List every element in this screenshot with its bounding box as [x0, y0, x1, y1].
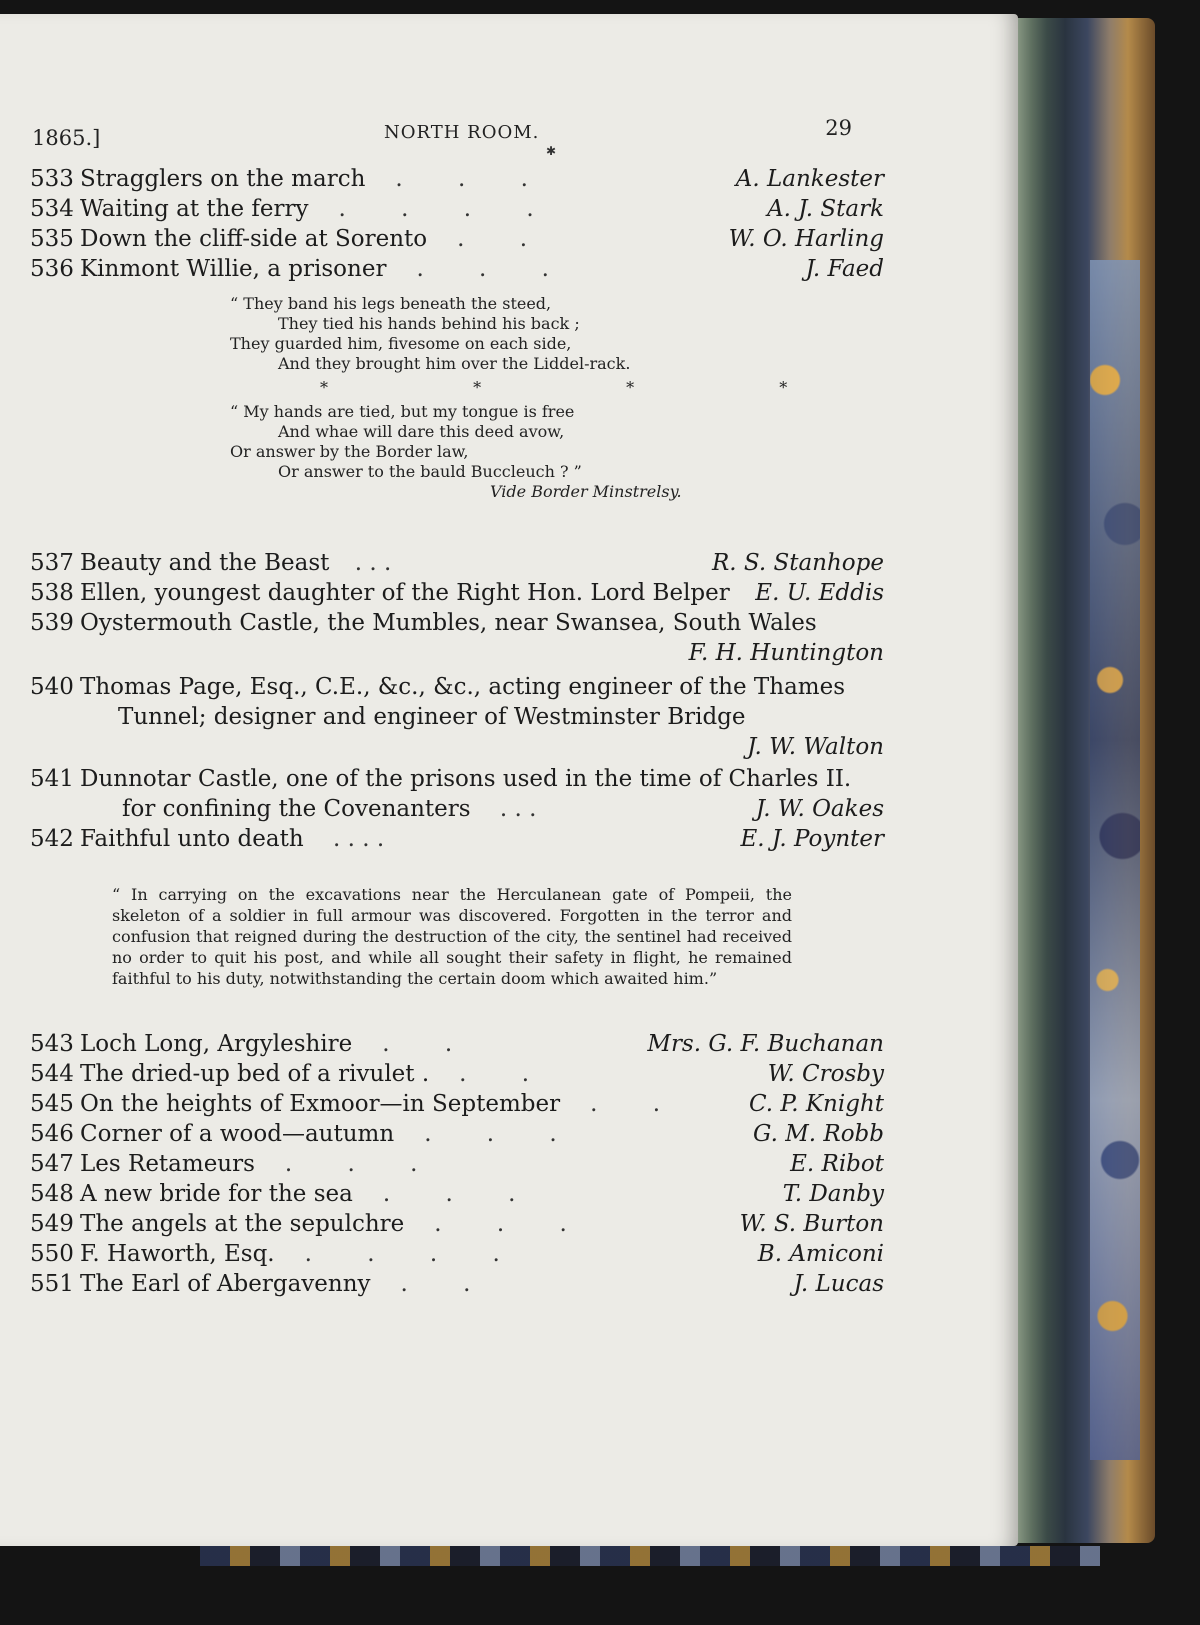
catalogue-entries	[30, 164, 884, 1299]
entry-number: 549	[30, 1211, 74, 1237]
entry-artist: A. Lankester	[735, 166, 884, 192]
poem-line: Or answer to the bauld Buccleuch ? ”	[278, 462, 582, 481]
entry-title: Oystermouth Castle, the Mumbles, near Swansea, South Wales	[80, 610, 817, 636]
entry-number: 537	[30, 550, 74, 576]
entry-title: The Earl of Abergavenny	[80, 1271, 371, 1297]
catalogue-entry	[30, 608, 880, 638]
leader-dots: . . . .	[338, 196, 534, 222]
poem-line: And whae will dare this deed avow,	[278, 422, 565, 441]
entry-title: Loch Long, Argyleshire	[80, 1031, 353, 1057]
entry-artist: B. Amiconi	[757, 1241, 884, 1267]
leader-dots: . . .	[499, 796, 537, 822]
leader-dots: . . .	[284, 1151, 418, 1177]
entry-title-continuation: for confining the Covenanters	[122, 796, 471, 822]
entry-number: 534	[30, 196, 74, 222]
entry-title-continuation: Tunnel; designer and engineer of Westminster Bridge	[118, 704, 746, 730]
poem-line: They guarded him, fivesome on each side,	[230, 334, 572, 353]
catalogue-entry	[30, 1149, 884, 1179]
entry-artist: A. J. Stark	[767, 196, 884, 222]
entry-number: 543	[30, 1031, 74, 1057]
leader-dots: . . .	[434, 1211, 567, 1237]
entry-artist: J. Faed	[805, 256, 884, 282]
entry-artist: F. H. Huntington	[688, 640, 884, 666]
entry-number: 548	[30, 1181, 74, 1207]
entry-title: Ellen, youngest daughter of the Right Hon. Lord Belper	[80, 580, 730, 606]
leader-dots: . .	[457, 226, 528, 252]
entry-artist: E. Ribot	[790, 1151, 884, 1177]
entry-number: 536	[30, 256, 74, 282]
entry-number: 546	[30, 1121, 74, 1147]
marbled-endpaper	[1090, 260, 1140, 1460]
entry-artist: E. U. Eddis	[755, 580, 884, 606]
poem-line: Or answer by the Border law,	[230, 442, 469, 461]
leader-dots: . . . .	[332, 826, 385, 852]
entry-artist: W. O. Harling	[728, 226, 884, 252]
header-year: 1865.]	[32, 126, 101, 150]
entry-title: The angels at the sepulchre	[80, 1211, 405, 1237]
entry-number: 544	[30, 1061, 74, 1087]
catalogue-entry	[30, 1239, 884, 1269]
entry-artist: J. Lucas	[793, 1271, 884, 1297]
poem-separator: * * * *	[320, 378, 858, 397]
catalogue-entry	[30, 1179, 884, 1209]
entry-number: 545	[30, 1091, 74, 1117]
leader-dots: . . .	[416, 256, 549, 282]
poem-line: They tied his hands behind his back ;	[278, 314, 580, 333]
catalogue-entry	[30, 1269, 884, 1299]
catalogue-entry	[30, 254, 884, 284]
entry-title: Thomas Page, Esq., C.E., &c., &c., acting engineer of the Thames	[80, 674, 846, 700]
leader-dots: . . . .	[304, 1241, 500, 1267]
entry-title: Corner of a wood—autumn	[80, 1121, 395, 1147]
leader-dots: . .	[382, 1031, 453, 1057]
catalogue-entry	[30, 1119, 884, 1149]
catalogue-entry	[30, 164, 884, 194]
catalogue-entry-continuation	[30, 794, 884, 824]
entry-artist: J. W. Oakes	[755, 796, 884, 822]
page-number: 29	[825, 116, 852, 140]
catalogue-entry	[30, 194, 884, 224]
poem-line: And they brought him over the Liddel-rack.	[278, 354, 631, 373]
catalogue-entry	[30, 1089, 884, 1119]
ornament-mark: ✱	[546, 144, 557, 158]
catalogue-entry	[30, 1059, 884, 1089]
catalogue-entry	[30, 1209, 884, 1239]
running-header	[32, 116, 852, 150]
entry-title: On the heights of Exmoor—in September	[80, 1091, 561, 1117]
entry-number: 542	[30, 826, 74, 852]
entry-title: The dried-up bed of a rivulet .	[80, 1061, 430, 1087]
entry-number: 539	[30, 610, 74, 636]
entry-title: Beauty and the Beast	[80, 550, 330, 576]
catalogue-entry	[30, 824, 884, 854]
entry-artist: Mrs. G. F. Buchanan	[647, 1031, 884, 1057]
entry-title: Stragglers on the march	[80, 166, 366, 192]
entry-number: 550	[30, 1241, 74, 1267]
poem-line: “ They band his legs beneath the steed,	[230, 294, 552, 313]
entry-number: 541	[30, 766, 74, 792]
entry-title: Waiting at the ferry	[80, 196, 309, 222]
entry-artist: R. S. Stanhope	[711, 550, 884, 576]
entry-title: Les Retameurs	[80, 1151, 255, 1177]
catalogue-page	[0, 14, 1018, 1546]
entry-title: Faithful unto death	[80, 826, 304, 852]
entry-title: Kinmont Willie, a prisoner	[80, 256, 387, 282]
entry-number: 540	[30, 674, 74, 700]
entry-artist: C. P. Knight	[749, 1091, 884, 1117]
prose-quotation: “ In carrying on the excavations near the Herculanean gate of Pompeii, the skeleton of a soldier in full armour was discovered. Forgotten in the terror and confusion that reigned during the destruction of the city, the sentinel had received no order to quit his post, and while all sought their safety in flight, he remained faithful to his duty, notwithstanding the certain doom which awaited him.”	[112, 885, 792, 988]
catalogue-entry	[30, 224, 884, 254]
entry-number: 547	[30, 1151, 74, 1177]
entry-title: Down the cliff-side at Sorento	[80, 226, 428, 252]
entry-artist: J. W. Walton	[747, 734, 884, 760]
entry-artist: W. Crosby	[767, 1061, 884, 1087]
entry-artist: E. J. Poynter	[740, 826, 884, 852]
header-title: NORTH ROOM.	[384, 122, 540, 143]
catalogue-entry	[30, 672, 880, 702]
leader-dots: . .	[459, 1061, 530, 1087]
catalogue-entry	[30, 578, 884, 608]
entry-artist: T. Danby	[782, 1181, 884, 1207]
leader-dots: . .	[400, 1271, 471, 1297]
entry-number: 551	[30, 1271, 74, 1297]
entry-artist: W. S. Burton	[739, 1211, 884, 1237]
entry-number: 538	[30, 580, 74, 606]
entry-number: 535	[30, 226, 74, 252]
poem-source: Vide Border Minstrelsy.	[490, 482, 682, 501]
leader-dots: . .	[590, 1091, 661, 1117]
leader-dots: . . .	[382, 1181, 516, 1207]
leader-dots: . . .	[354, 550, 392, 576]
poem-line: “ My hands are tied, but my tongue is free	[230, 402, 575, 421]
catalogue-entry	[30, 1029, 884, 1059]
catalogue-entry	[30, 548, 884, 578]
poem-quotation	[30, 294, 880, 502]
entry-title: F. Haworth, Esq.	[80, 1241, 275, 1267]
entry-title: Dunnotar Castle, one of the prisons used in the time of Charles II.	[80, 766, 852, 792]
entry-artist: G. M. Robb	[753, 1121, 884, 1147]
leader-dots: . . .	[424, 1121, 557, 1147]
catalogue-entry	[30, 764, 880, 794]
entry-title: A new bride for the sea	[80, 1181, 353, 1207]
entry-number: 533	[30, 166, 74, 192]
leader-dots: . . .	[395, 166, 528, 192]
marbled-bottom-edge	[200, 1546, 1100, 1566]
